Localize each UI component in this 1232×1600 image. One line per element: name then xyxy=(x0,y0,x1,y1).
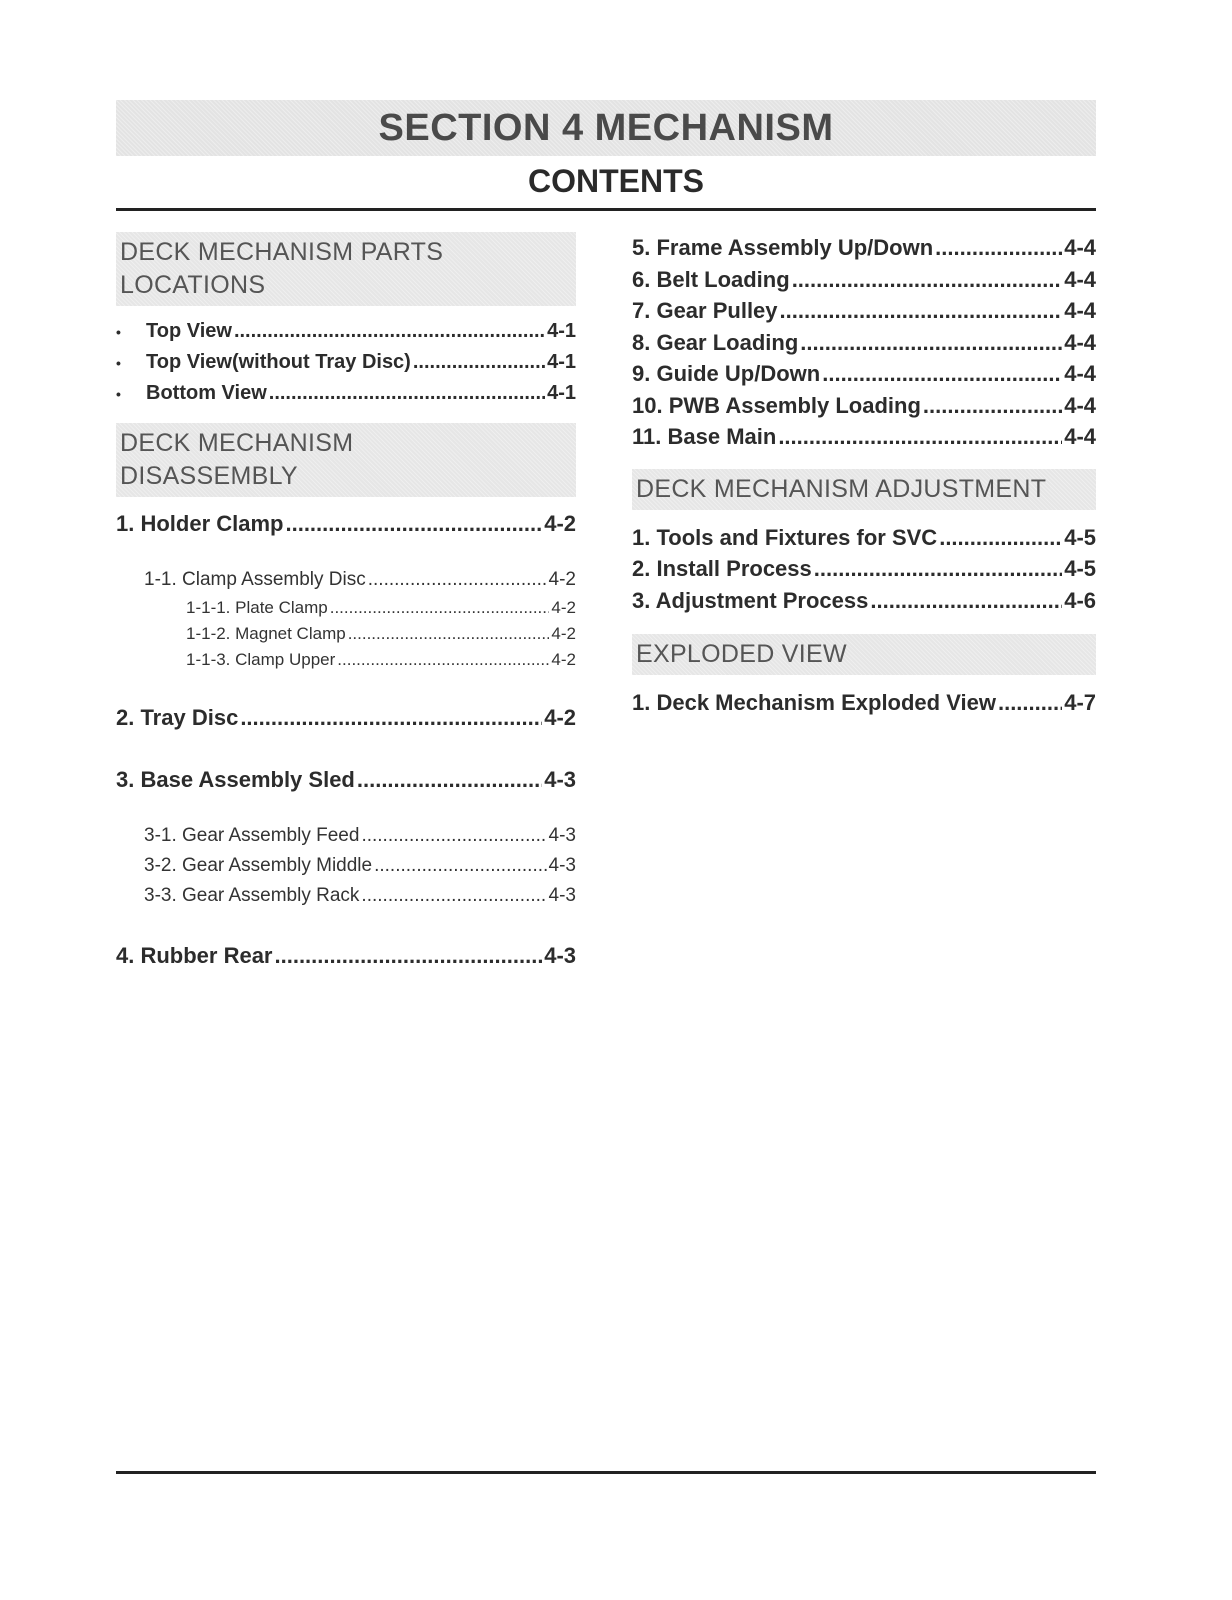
leader-dots xyxy=(357,765,542,795)
toc-entry-label: Top View(without Tray Disc) xyxy=(146,351,411,373)
leader-dots xyxy=(870,585,1062,617)
toc-entry-label: 2. Install Process xyxy=(632,556,812,581)
disassembly-header-line1: DECK MECHANISM xyxy=(120,429,354,457)
toc-entry-gear-loading[interactable] xyxy=(632,327,1096,359)
disassembly-header xyxy=(116,423,576,497)
toc-entry-label: 4. Rubber Rear xyxy=(116,943,273,968)
leader-dots xyxy=(374,851,546,881)
toc-entry-page: 4-4 xyxy=(1064,298,1096,323)
toc-entry-gear-assembly-rack[interactable] xyxy=(116,881,576,911)
toc-entry-page: 4-4 xyxy=(1064,235,1096,260)
toc-entry-page: 4-3 xyxy=(544,767,576,792)
toc-entry-deck-mechanism-exploded-view[interactable] xyxy=(632,687,1096,719)
toc-entry-clamp-assembly-disc[interactable] xyxy=(116,565,576,595)
toc-entry-page: 4-5 xyxy=(1064,524,1096,550)
toc-entry-label: 1. Deck Mechanism Exploded View xyxy=(632,690,996,715)
toc-entry-label: 1-1-1. Plate Clamp xyxy=(186,598,328,617)
toc-entry-page: 4-4 xyxy=(1064,392,1096,418)
section-title: SECTION 4 MECHANISM xyxy=(378,106,834,149)
leader-dots xyxy=(361,881,546,911)
toc-entry-top-view[interactable] xyxy=(116,316,576,347)
toc-entry-page: 4-2 xyxy=(551,624,576,643)
toc-entry-tools-and-fixtures[interactable] xyxy=(632,522,1096,554)
leader-dots xyxy=(792,264,1063,296)
toc-entry-page: 4-1 xyxy=(547,382,576,404)
leader-dots xyxy=(814,553,1062,585)
toc-entry-tray-disc[interactable] xyxy=(116,703,576,733)
toc-entry-label: 1-1. Clamp Assembly Disc xyxy=(144,569,366,590)
disassembly-header-line2: DISASSEMBLY xyxy=(120,462,298,490)
toc-entry-label: 1. Tools and Fixtures for SVC xyxy=(632,524,938,550)
leader-dots xyxy=(269,378,545,408)
toc-entry-guide-up-down[interactable] xyxy=(632,358,1096,390)
toc-entry-rubber-rear[interactable] xyxy=(116,941,576,971)
toc-entry-clamp-upper[interactable] xyxy=(116,647,576,673)
top-divider xyxy=(116,208,1096,211)
toc-entry-label: 8. Gear Loading xyxy=(632,329,799,355)
bullet-icon: • xyxy=(116,355,121,371)
toc-entry-page: 4-4 xyxy=(1064,266,1096,292)
leader-dots xyxy=(939,522,1062,554)
toc-entry-label: 3-3. Gear Assembly Rack xyxy=(144,885,360,906)
toc-entry-label: 7. Gear Pulley xyxy=(632,298,778,323)
toc-entry-gear-pulley[interactable] xyxy=(632,295,1096,327)
toc-entry-label: 2. Tray Disc xyxy=(116,705,239,730)
leader-dots xyxy=(285,509,542,539)
toc-entry-page: 4-5 xyxy=(1064,556,1096,581)
toc-entry-page: 4-1 xyxy=(547,320,576,342)
toc-entry-label: 11. Base Main xyxy=(632,424,777,449)
toc-entry-page: 4-3 xyxy=(548,825,576,846)
toc-entry-magnet-clamp[interactable] xyxy=(116,621,576,647)
toc-entry-install-process[interactable] xyxy=(632,553,1096,585)
toc-entry-page: 4-3 xyxy=(544,943,576,968)
toc-entry-pwb-assembly-loading[interactable] xyxy=(632,390,1096,422)
parts-locations-header-line2: LOCATIONS xyxy=(120,271,266,299)
leader-dots xyxy=(413,347,545,377)
toc-entry-label: 5. Frame Assembly Up/Down xyxy=(632,235,934,260)
toc-entry-page: 4-2 xyxy=(551,650,576,669)
leader-dots xyxy=(780,295,1063,327)
leader-dots xyxy=(240,703,542,733)
toc-entry-holder-clamp[interactable] xyxy=(116,509,576,539)
toc-entry-page: 4-4 xyxy=(1064,361,1096,386)
toc-entry-top-view-without-tray[interactable] xyxy=(116,347,576,378)
leader-dots xyxy=(368,565,547,595)
toc-entry-label: 3-2. Gear Assembly Middle xyxy=(144,855,373,876)
toc-entry-gear-assembly-feed[interactable] xyxy=(116,821,576,851)
toc-entry-page: 4-4 xyxy=(1064,424,1096,449)
section-banner xyxy=(116,100,1096,156)
toc-entry-belt-loading[interactable] xyxy=(632,264,1096,296)
leader-dots xyxy=(330,595,550,621)
toc-entry-base-main[interactable] xyxy=(632,421,1096,453)
toc-entry-label: 3. Base Assembly Sled xyxy=(116,767,355,792)
leader-dots xyxy=(822,358,1062,390)
toc-left-column xyxy=(116,232,576,971)
toc-entry-page: 4-3 xyxy=(548,855,576,876)
toc-entry-page: 4-1 xyxy=(547,351,576,373)
exploded-view-header: EXPLODED VIEW xyxy=(632,634,1096,675)
toc-entry-base-assembly-sled[interactable] xyxy=(116,765,576,795)
toc-entry-label: 10. PWB Assembly Loading xyxy=(632,392,921,418)
leader-dots xyxy=(337,647,549,673)
toc-entry-adjustment-process[interactable] xyxy=(632,585,1096,617)
toc-entry-page: 4-2 xyxy=(551,598,576,617)
contents-title: CONTENTS xyxy=(528,163,704,199)
toc-entry-label: Top View xyxy=(146,320,232,342)
toc-entry-label: Bottom View xyxy=(146,382,267,404)
leader-dots xyxy=(935,232,1062,264)
toc-entry-frame-assembly[interactable] xyxy=(632,232,1096,264)
toc-entry-page: 4-3 xyxy=(548,885,576,906)
bullet-icon: • xyxy=(116,386,121,402)
toc-entry-page: 4-7 xyxy=(1064,690,1096,715)
leader-dots xyxy=(234,316,545,346)
leader-dots xyxy=(778,421,1062,453)
toc-entry-page: 4-2 xyxy=(548,569,576,590)
toc-entry-page: 4-2 xyxy=(544,511,576,536)
bottom-divider xyxy=(116,1471,1096,1474)
toc-entry-gear-assembly-middle[interactable] xyxy=(116,851,576,881)
bullet-icon: • xyxy=(116,324,121,340)
adjustment-header: DECK MECHANISM ADJUSTMENT xyxy=(632,469,1096,510)
leader-dots xyxy=(923,390,1062,422)
toc-entry-page: 4-4 xyxy=(1064,329,1096,355)
toc-entry-label: 6. Belt Loading xyxy=(632,266,790,292)
toc-entry-bottom-view[interactable] xyxy=(116,378,576,409)
leader-dots xyxy=(800,327,1062,359)
toc-entry-plate-clamp[interactable] xyxy=(116,595,576,621)
toc-entry-label: 3. Adjustment Process xyxy=(632,587,869,613)
toc-right-column xyxy=(632,232,1096,719)
parts-locations-header xyxy=(116,232,576,306)
toc-entry-label: 3-1. Gear Assembly Feed xyxy=(144,825,360,846)
toc-entry-label: 9. Guide Up/Down xyxy=(632,361,821,386)
leader-dots xyxy=(998,687,1062,719)
leader-dots xyxy=(348,621,550,647)
leader-dots xyxy=(361,821,546,851)
toc-entry-label: 1-1-2. Magnet Clamp xyxy=(186,624,346,643)
toc-entry-label: 1-1-3. Clamp Upper xyxy=(186,650,336,669)
leader-dots xyxy=(275,941,543,971)
toc-entry-page: 4-6 xyxy=(1064,587,1096,613)
parts-locations-header-line1: DECK MECHANISM PARTS xyxy=(120,238,444,266)
toc-entry-label: 1. Holder Clamp xyxy=(116,511,284,536)
toc-entry-page: 4-2 xyxy=(544,705,576,730)
